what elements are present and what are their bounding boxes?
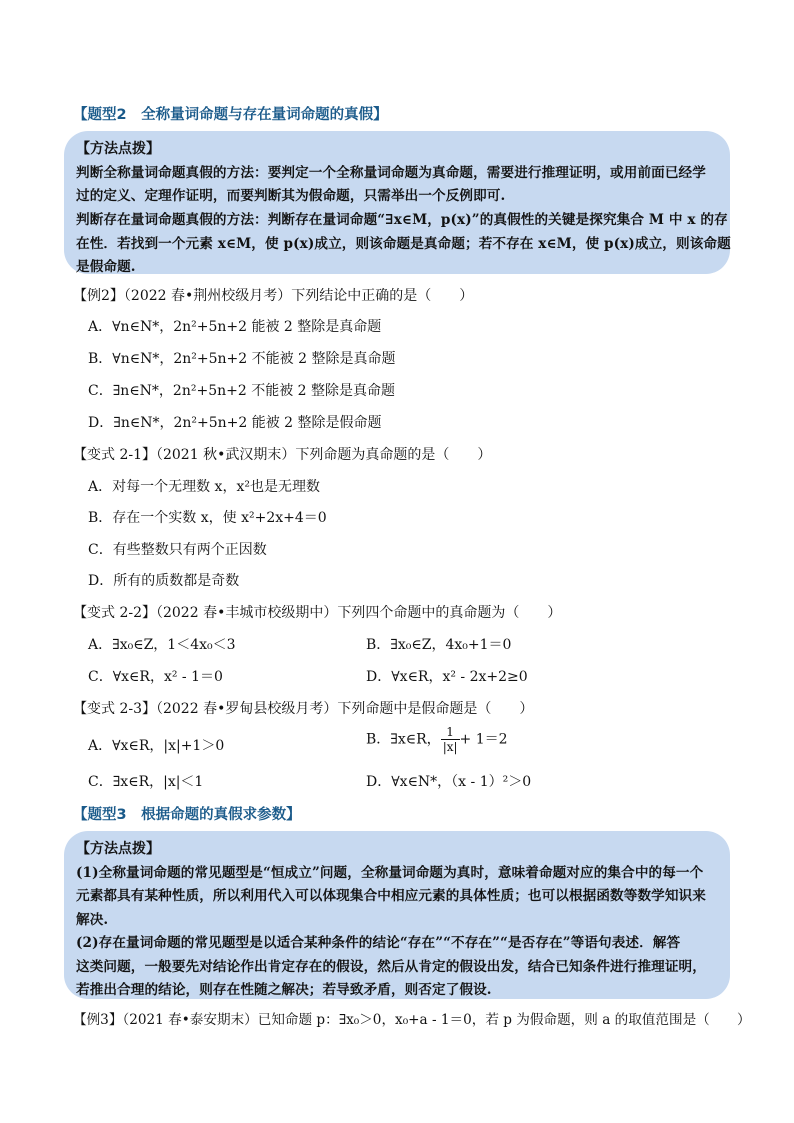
- variant-2-2-stem: 【变式 2-2】（2022 春•丰城市校级期中）下列四个命题中的真命题为（ ）: [73, 605, 562, 621]
- fraction-numerator: 1: [441, 725, 460, 740]
- option-c: C．∃n∈N*，2n²+5n+2 不能被 2 整除是真命题: [88, 383, 396, 399]
- method-line: 是假命题.: [76, 259, 136, 275]
- option-c: C．有些整数只有两个正因数: [88, 542, 267, 558]
- method-line: (1)全称量词命题的常见题型是“恒成立”问题，全称量词命题为真时，意味着命题对应的集合中的每一个: [76, 865, 704, 881]
- method-line: 在性．若找到一个元素 x∈M，使 p(x)成立，则该命题是真命题；若不存在 x∈M，使 p(x)成立，则该命题: [76, 236, 731, 252]
- option-b-prefix: B．∃x∈R，: [366, 731, 441, 748]
- section-title-3: 【题型3 根据命题的真假求参数】: [73, 807, 301, 823]
- option-d: D．∃n∈N*，2n²+5n+2 能被 2 整除是假命题: [88, 415, 382, 431]
- option-a: A．∀n∈N*，2n²+5n+2 能被 2 整除是真命题: [88, 319, 382, 335]
- option-d: D．∀x∈R，x² - 2x+2≥0: [366, 669, 528, 685]
- method-line: (2)存在量词命题的常见题型是以适合某种条件的结论“存在”“不存在”“是否存在”等语句表述．解答: [76, 935, 681, 951]
- method-line: 元素都具有某种性质，所以利用代入可以体现集合中相应元素的具体性质；也可以根据函数等数学知识来: [76, 888, 706, 904]
- method-box-3: [64, 831, 730, 999]
- method-line: 判断存在量词命题真假的方法：判断存在量词命题“∃x∈M，p(x)”的真假性的关键是探究集合 M 中 x 的存: [76, 212, 728, 228]
- fraction: [441, 725, 460, 754]
- method-box-2: [64, 131, 730, 274]
- option-b: B．∀n∈N*，2n²+5n+2 不能被 2 整除是真命题: [88, 351, 396, 367]
- variant-2-3-stem: 【变式 2-3】（2022 春•罗甸县校级月考）下列命题中是假命题是（ ）: [73, 701, 534, 717]
- option-a: A．对每一个无理数 x，x²也是无理数: [88, 479, 320, 495]
- option-b: [366, 725, 508, 754]
- option-a: A．∃x₀∈Z，1＜4x₀＜3: [88, 637, 236, 653]
- option-c: C．∀x∈R，x² - 1＝0: [88, 669, 223, 685]
- variant-2-1-stem: 【变式 2-1】（2021 秋•武汉期末）下列命题为真命题的是（ ）: [73, 447, 492, 463]
- method-head: 【方法点拨】: [76, 841, 160, 857]
- method-line: 解决.: [76, 912, 109, 928]
- option-b: B．存在一个实数 x，使 x²+2x+4＝0: [88, 510, 327, 526]
- option-d: D．所有的质数都是奇数: [88, 573, 240, 589]
- method-line: 这类问题，一般要先对结论作出肯定存在的假设，然后从肯定的假设出发，结合已知条件进行推理证明，: [76, 959, 706, 975]
- option-b: B．∃x₀∈Z，4x₀+1＝0: [366, 637, 512, 653]
- method-line: 若推出合理的结论，则存在性随之解决；若导致矛盾，则否定了假设.: [76, 982, 492, 998]
- section-title-2: 【题型2 全称量词命题与存在量词命题的真假】: [73, 107, 388, 123]
- example-3-stem: 【例3】（2021 春•泰安期末）已知命题 p：∃x₀＞0，x₀+a - 1＝0，若 p 为假命题，则 a 的取值范围是（ ）: [73, 1012, 751, 1028]
- method-head: 【方法点拨】: [76, 141, 160, 157]
- method-line: 判断全称量词命题真假的方法：要判定一个全称量词命题为真命题，需要进行推理证明，或用前面已经学: [76, 165, 706, 181]
- method-line: 过的定义、定理作证明，而要判断其为假命题，只需举出一个反例即可.: [76, 188, 506, 204]
- fraction-denominator: |x|: [442, 740, 458, 754]
- option-c: C．∃x∈R，|x|＜1: [88, 774, 204, 790]
- option-b-suffix: + 1＝2: [459, 731, 508, 748]
- option-a: A．∀x∈R，|x|+1＞0: [88, 738, 225, 754]
- option-d: D．∀x∈N*，（x - 1）²＞0: [366, 774, 532, 790]
- example-2-stem: 【例2】（2022 春•荆州校级月考）下列结论中正确的是（ ）: [73, 288, 474, 304]
